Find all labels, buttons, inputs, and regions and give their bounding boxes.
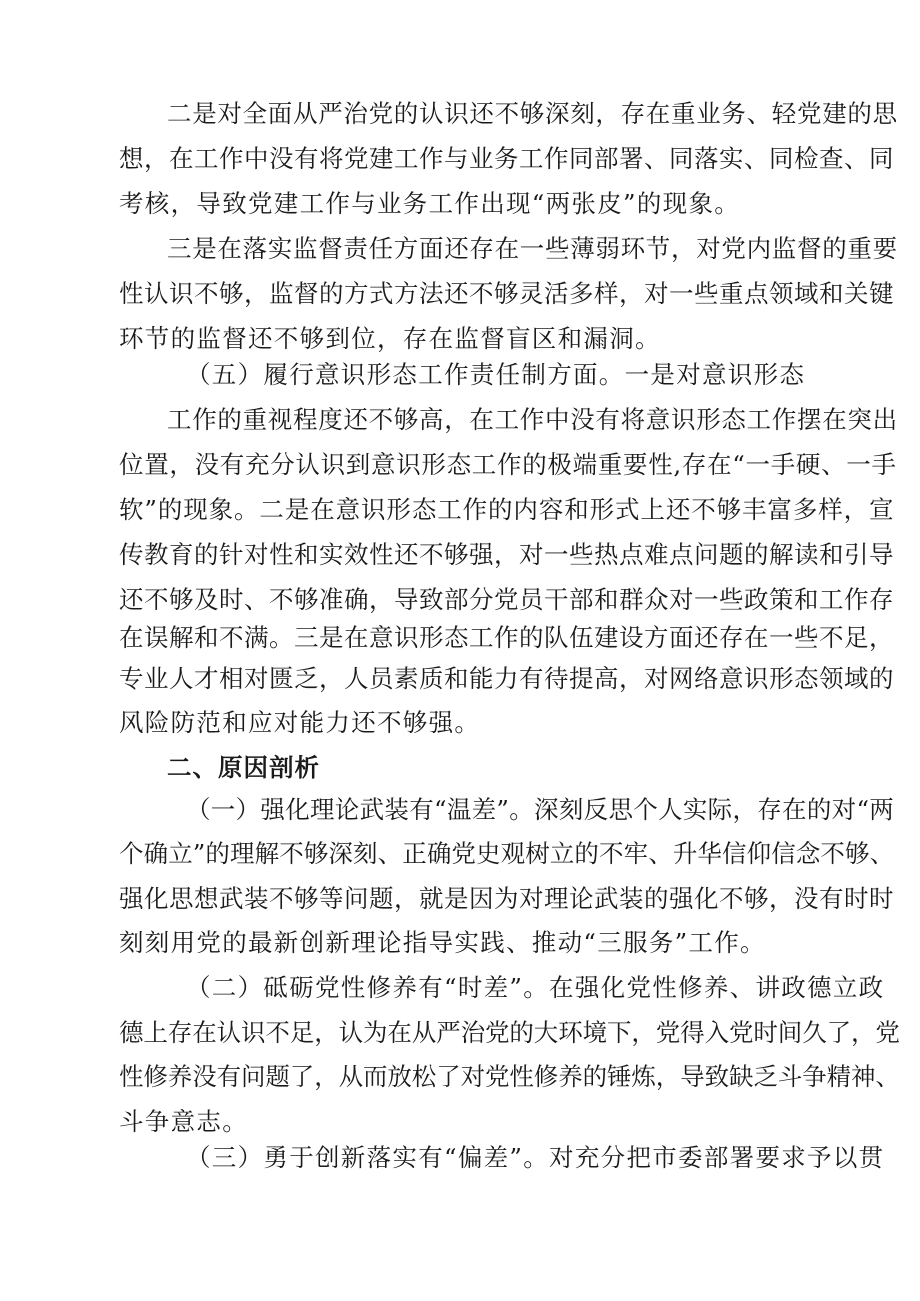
section-heading-line: （五）履行意识形态工作责任制方面。一是对意识形态 [186, 360, 806, 389]
paragraph-line: 三是在落实监督责任方面还存在一些薄弱环节，对党内监督的重要 [167, 234, 898, 263]
paragraph-line: 在误解和不满。三是在意识形态工作的队伍建设方面还存在一些不足， [119, 623, 894, 652]
paragraph-line: 斗争意志。 [119, 1107, 248, 1136]
paragraph-line: 位置，没有充分认识到意识形态工作的极端重要性,存在“一手硬、一手 [119, 450, 897, 479]
paragraph-line: （三）勇于创新落实有“偏差”。对充分把市委部署要求予以贯 [186, 1143, 885, 1172]
paragraph-line: 性认识不够，监督的方式方法还不够灵活多样，对一些重点领域和关键 [119, 279, 894, 308]
paragraph-line: 传教育的针对性和实效性还不够强，对一些热点难点问题的解读和引导 [119, 540, 894, 569]
section-heading: 二、原因剖析 [167, 753, 320, 782]
paragraph-line: 考核，导致党建工作与业务工作出现“两张皮”的现象。 [119, 189, 741, 218]
paragraph-line: 环节的监督还不够到位，存在监督盲区和漏洞。 [119, 324, 661, 353]
paragraph-line: 专业人才相对匮乏，人员素质和能力有待提高，对网络意识形态领域的 [119, 664, 894, 693]
paragraph-line: 性修养没有问题了，从而放松了对党性修养的锤炼，导致缺乏斗争精神、 [119, 1062, 900, 1091]
paragraph-line: 风险防范和应对能力还不够强。 [119, 708, 481, 737]
paragraph-line: （一）强化理论武装有“温差”。深刻反思个人实际，存在的对“两 [186, 795, 895, 824]
paragraph-line: 德上存在认识不足，认为在从严治党的大环境下，党得入党时间久了，党 [119, 1018, 900, 1047]
paragraph-line: 工作的重视程度还不够高，在工作中没有将意识形态工作摆在突出 [167, 405, 898, 434]
paragraph-line: 想，在工作中没有将党建工作与业务工作同部署、同落实、同检查、同 [119, 144, 894, 173]
paragraph-line: 强化思想武装不够等问题，就是因为对理论武装的强化不够，没有时时 [119, 884, 894, 913]
paragraph-line: （二）砥砺党性修养有“时差”。在强化党性修养、讲政德立政 [186, 973, 885, 1002]
paragraph-line: 还不够及时、不够准确，导致部分党员干部和群众对一些政策和工作存 [119, 585, 894, 614]
paragraph-line: 个确立”的理解不够深刻、正确党史观树立的不牢、升华信仰信念不够、 [119, 839, 895, 868]
paragraph-line: 软”的现象。二是在意识形态工作的内容和形式上还不够丰富多样，宣 [119, 495, 895, 524]
paragraph-line: 二是对全面从严治党的认识还不够深刻，存在重业务、轻党建的思 [167, 99, 898, 128]
paragraph-line: 刻刻用党的最新创新理论指导实践、推动“三服务”工作。 [119, 928, 766, 957]
